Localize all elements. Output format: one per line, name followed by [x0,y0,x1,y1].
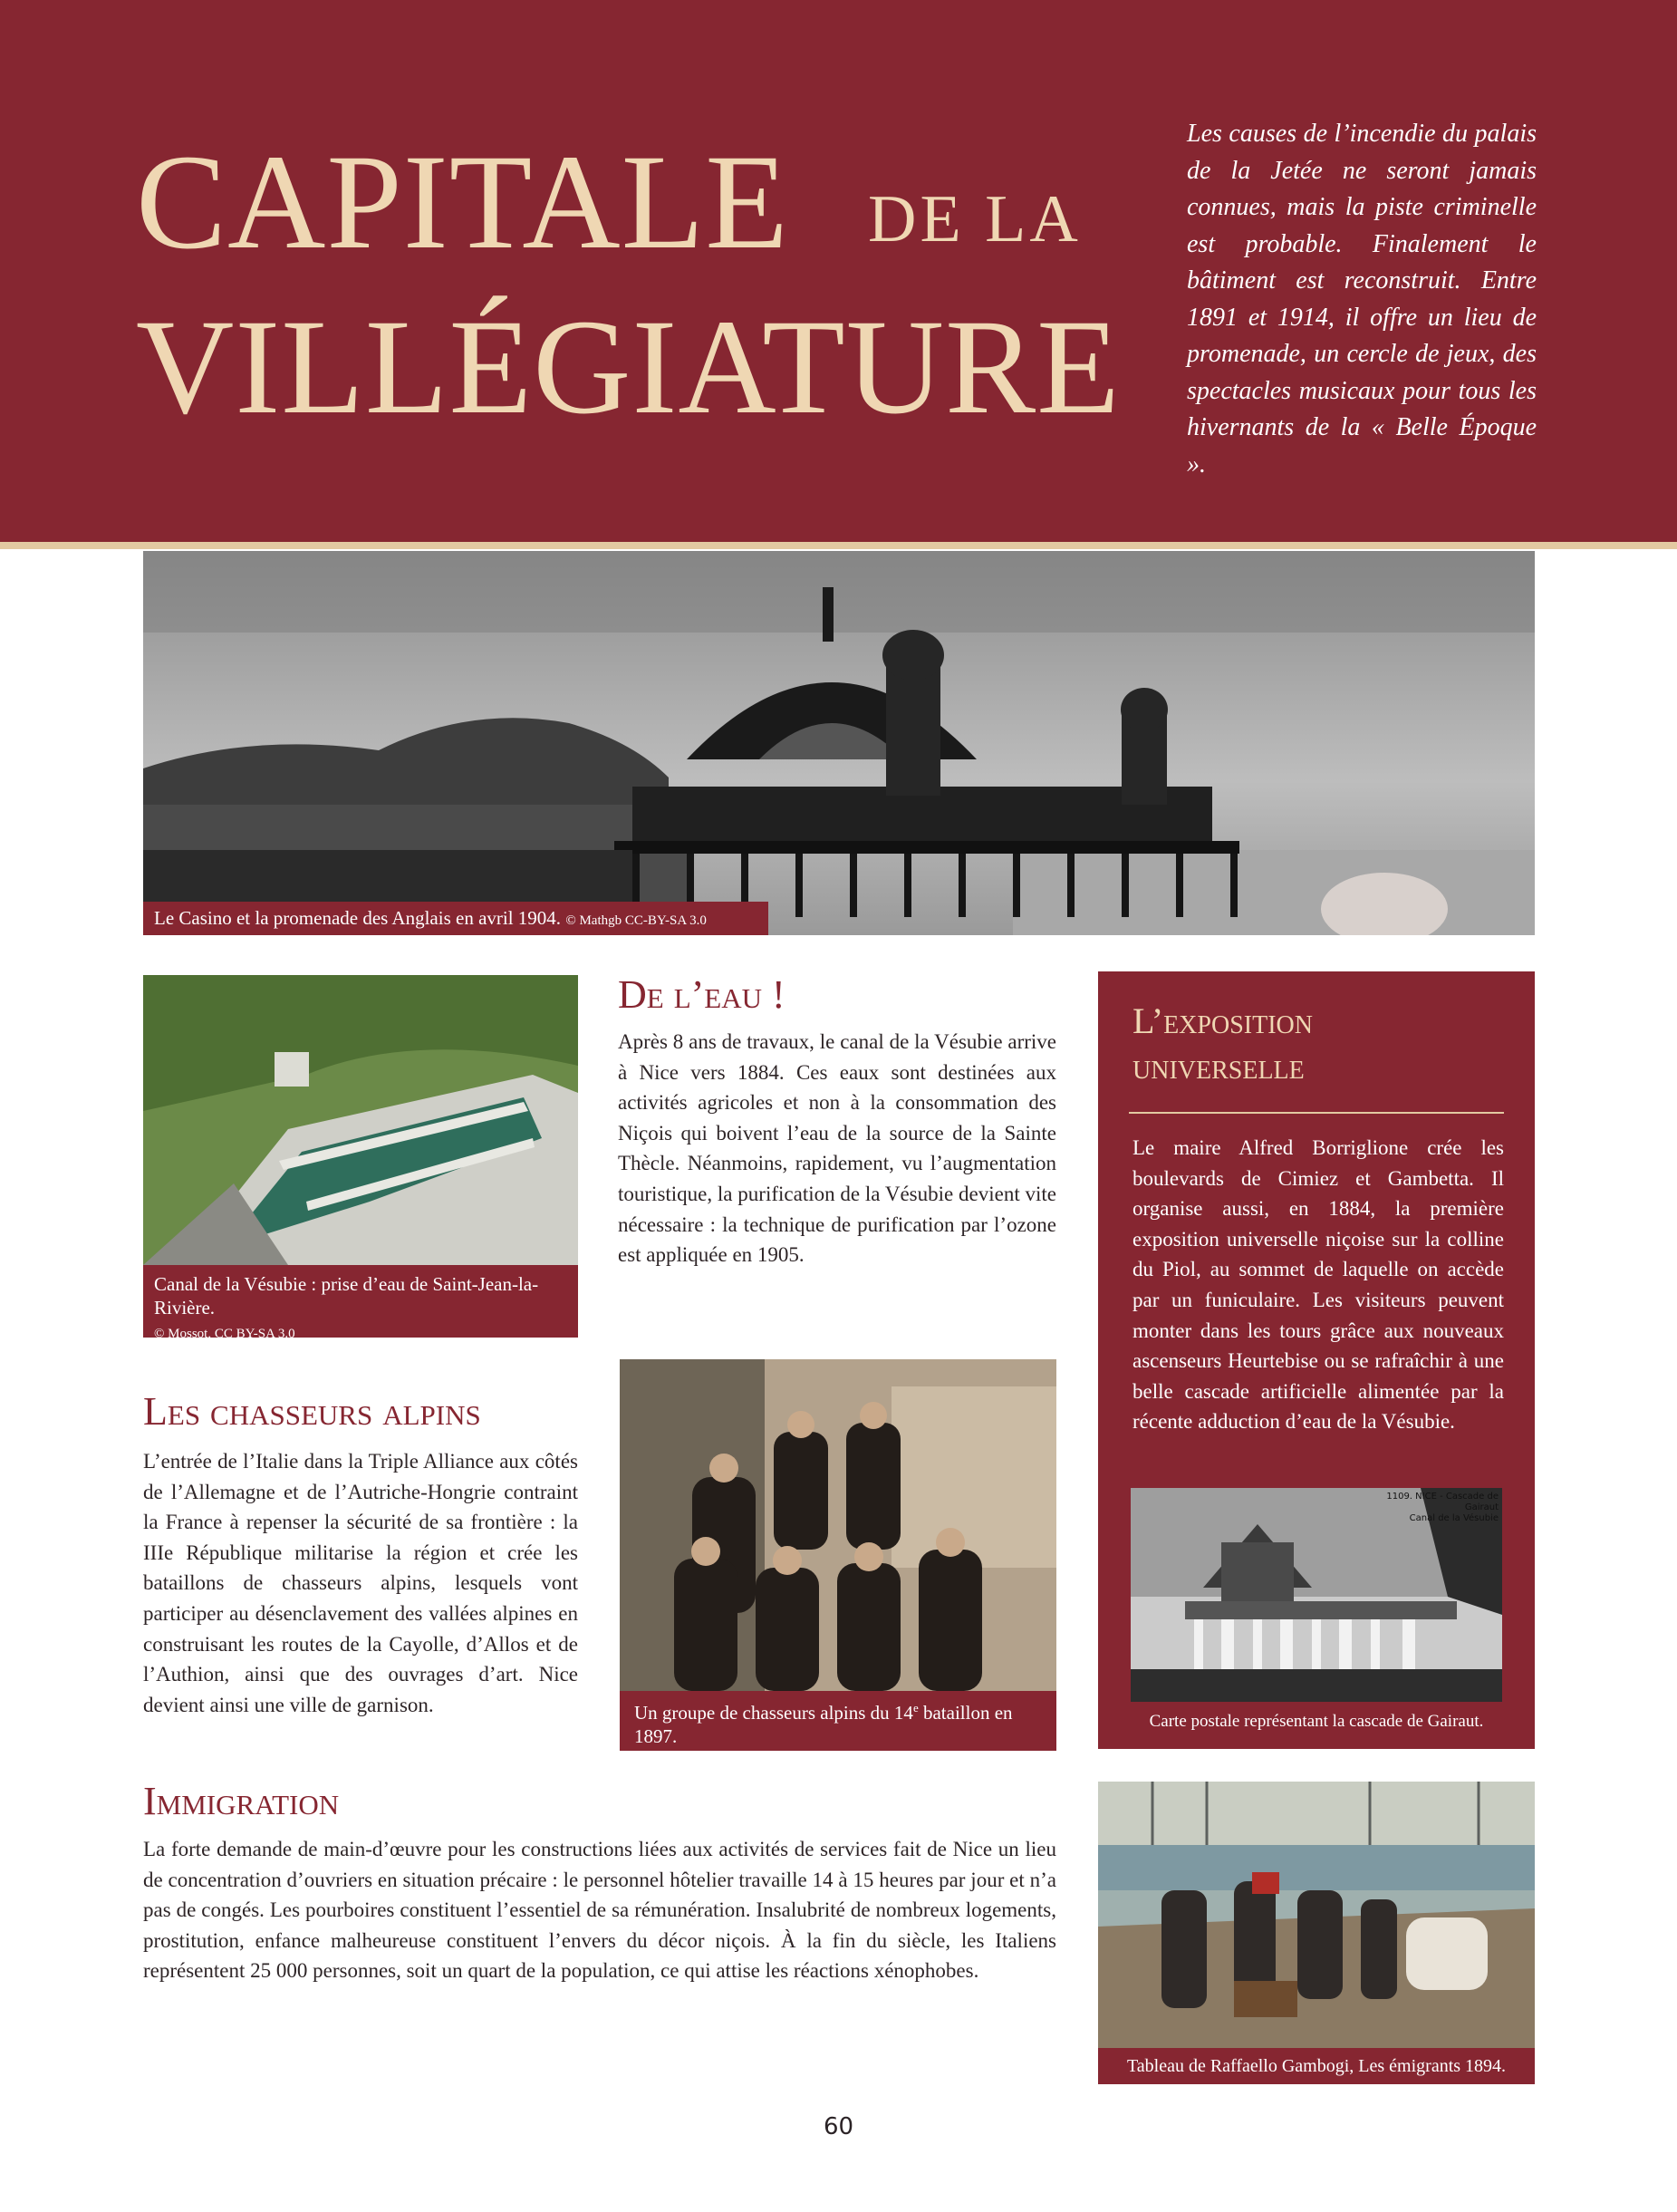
exposition-divider [1129,1112,1504,1114]
page-title-line2: VILLÉGIATURE [136,292,1121,442]
page-number: 60 [823,2113,854,2140]
casino-caption-credit: © Mathgb CC-BY-SA 3.0 [565,913,707,928]
page-title-small: DE LA [868,182,1082,256]
casino-photo [143,551,1535,935]
canal-photo [143,975,578,1265]
heading-immigration: Immigration [143,1779,340,1823]
intro-text: Les causes de l’incendie du palais de la Jetée ne seront jamais connues, mais la piste criminelle est probable. Finalement le bâtiment est reconstruit. Entre 1891 et 1914, il offre un lieu de promenade, un cercle de jeux, des spectacles musicaux pour tous les hivernants de la « Belle Époque ». [1187,120,1537,478]
emigrants-painting [1098,1782,1535,2048]
header-divider [0,542,1677,549]
heading-eau: De l’eau ! [618,972,785,1017]
canal-caption-credit: © Mossot, CC BY-SA 3.0 [154,1327,295,1341]
exposition-text: Le maire Alfred Borriglione crée les boulevards de Cimiez et Gambetta. Il organise aussi, en 1884, la première exposition universelle niçoise sur la colline du Piol, au sommet de laquelle on accède par un funiculaire. Les visiteurs peuvent monter dans les tours grâce aux nouveaux ascenseurs Heurtebise ou se rafraîchir à une belle cascade artificielle alimentée par la récente adduction d’eau de la Vésubie. [1132,1136,1504,1434]
gairaut-caption: Carte postale représentant la cascade de Gairaut. [1149,1712,1484,1731]
gairaut-postcard [1131,1488,1502,1702]
casino-caption-text: Le Casino et la promenade des Anglais en avril 1904. [154,907,562,929]
postcard-label: 1109. NICE - Cascade de Gairaut Canal de la Vésubie [1386,1492,1499,1523]
emigrants-caption: Tableau de Raffaello Gambogi, Les émigrants 1894. [1098,2048,1535,2084]
chasseurs-photo-caption: Un groupe de chasseurs alpins du 14e bataillon en 1897. [620,1691,1056,1751]
casino-photo-caption [143,902,768,935]
exposition-box [1098,971,1535,1749]
page-title-line1: CAPITALE [136,127,789,277]
canal-photo-caption [143,1265,578,1341]
chasseurs-text: L’entrée de l’Italie dans la Triple Alliance aux côtés de l’Allemagne et de l’Autriche-Hongrie contraint la France à repenser la sécurité de sa frontière : la IIIe République militarise la région et crée les bataillons de chasseurs alpins, lesquels vont participer au désenclavement des vallées alpines en construisant les routes de la Cayolle, d’Allos et de l’Authion, ainsi que des ouvrages d’art. Nice devient ainsi une ville de garnison. [143,1450,578,1716]
immigration-text: La forte demande de main-d’œuvre pour les constructions liées aux activités de services fait de Nice un lieu de concentration d’ouvriers en situation précaire : le personnel hôtelier travaille 14 à 15 heures par jour et n’a pas de congés. Les pourboires constituent l’essentiel de sa rémunération. Insalubrité de nombreux logements, prostitution, enfance malheureuse constituent l’envers du décor niçois. À la fin du siècle, les Italiens représentent 25 000 personnes, soit un quart de la population, ce qui attise les réactions xénophobes. [143,1838,1056,1983]
chasseurs-photo [620,1359,1056,1691]
eau-text: Après 8 ans de travaux, le canal de la Vésubie arrive à Nice vers 1884. Ces eaux sont destinées aux activités agricoles et non à la consommation des Niçois qui boivent l’eau de la source de la Sainte Thècle. Néanmoins, rapidement, vu l’augmentation touristique, la purification de la Vésubie devient vite nécessaire : la technique de purification par l’ozone est appliquée en 1905. [618,1030,1056,1267]
caption-superscript: e [912,1701,919,1715]
heading-exposition: L’exposition universelle [1132,1000,1313,1087]
canal-caption-text: Canal de la Vésubie : prise d’eau de Saint-Jean-la-Rivière. [154,1273,539,1319]
heading-chasseurs: Les chasseurs alpins [143,1389,481,1434]
